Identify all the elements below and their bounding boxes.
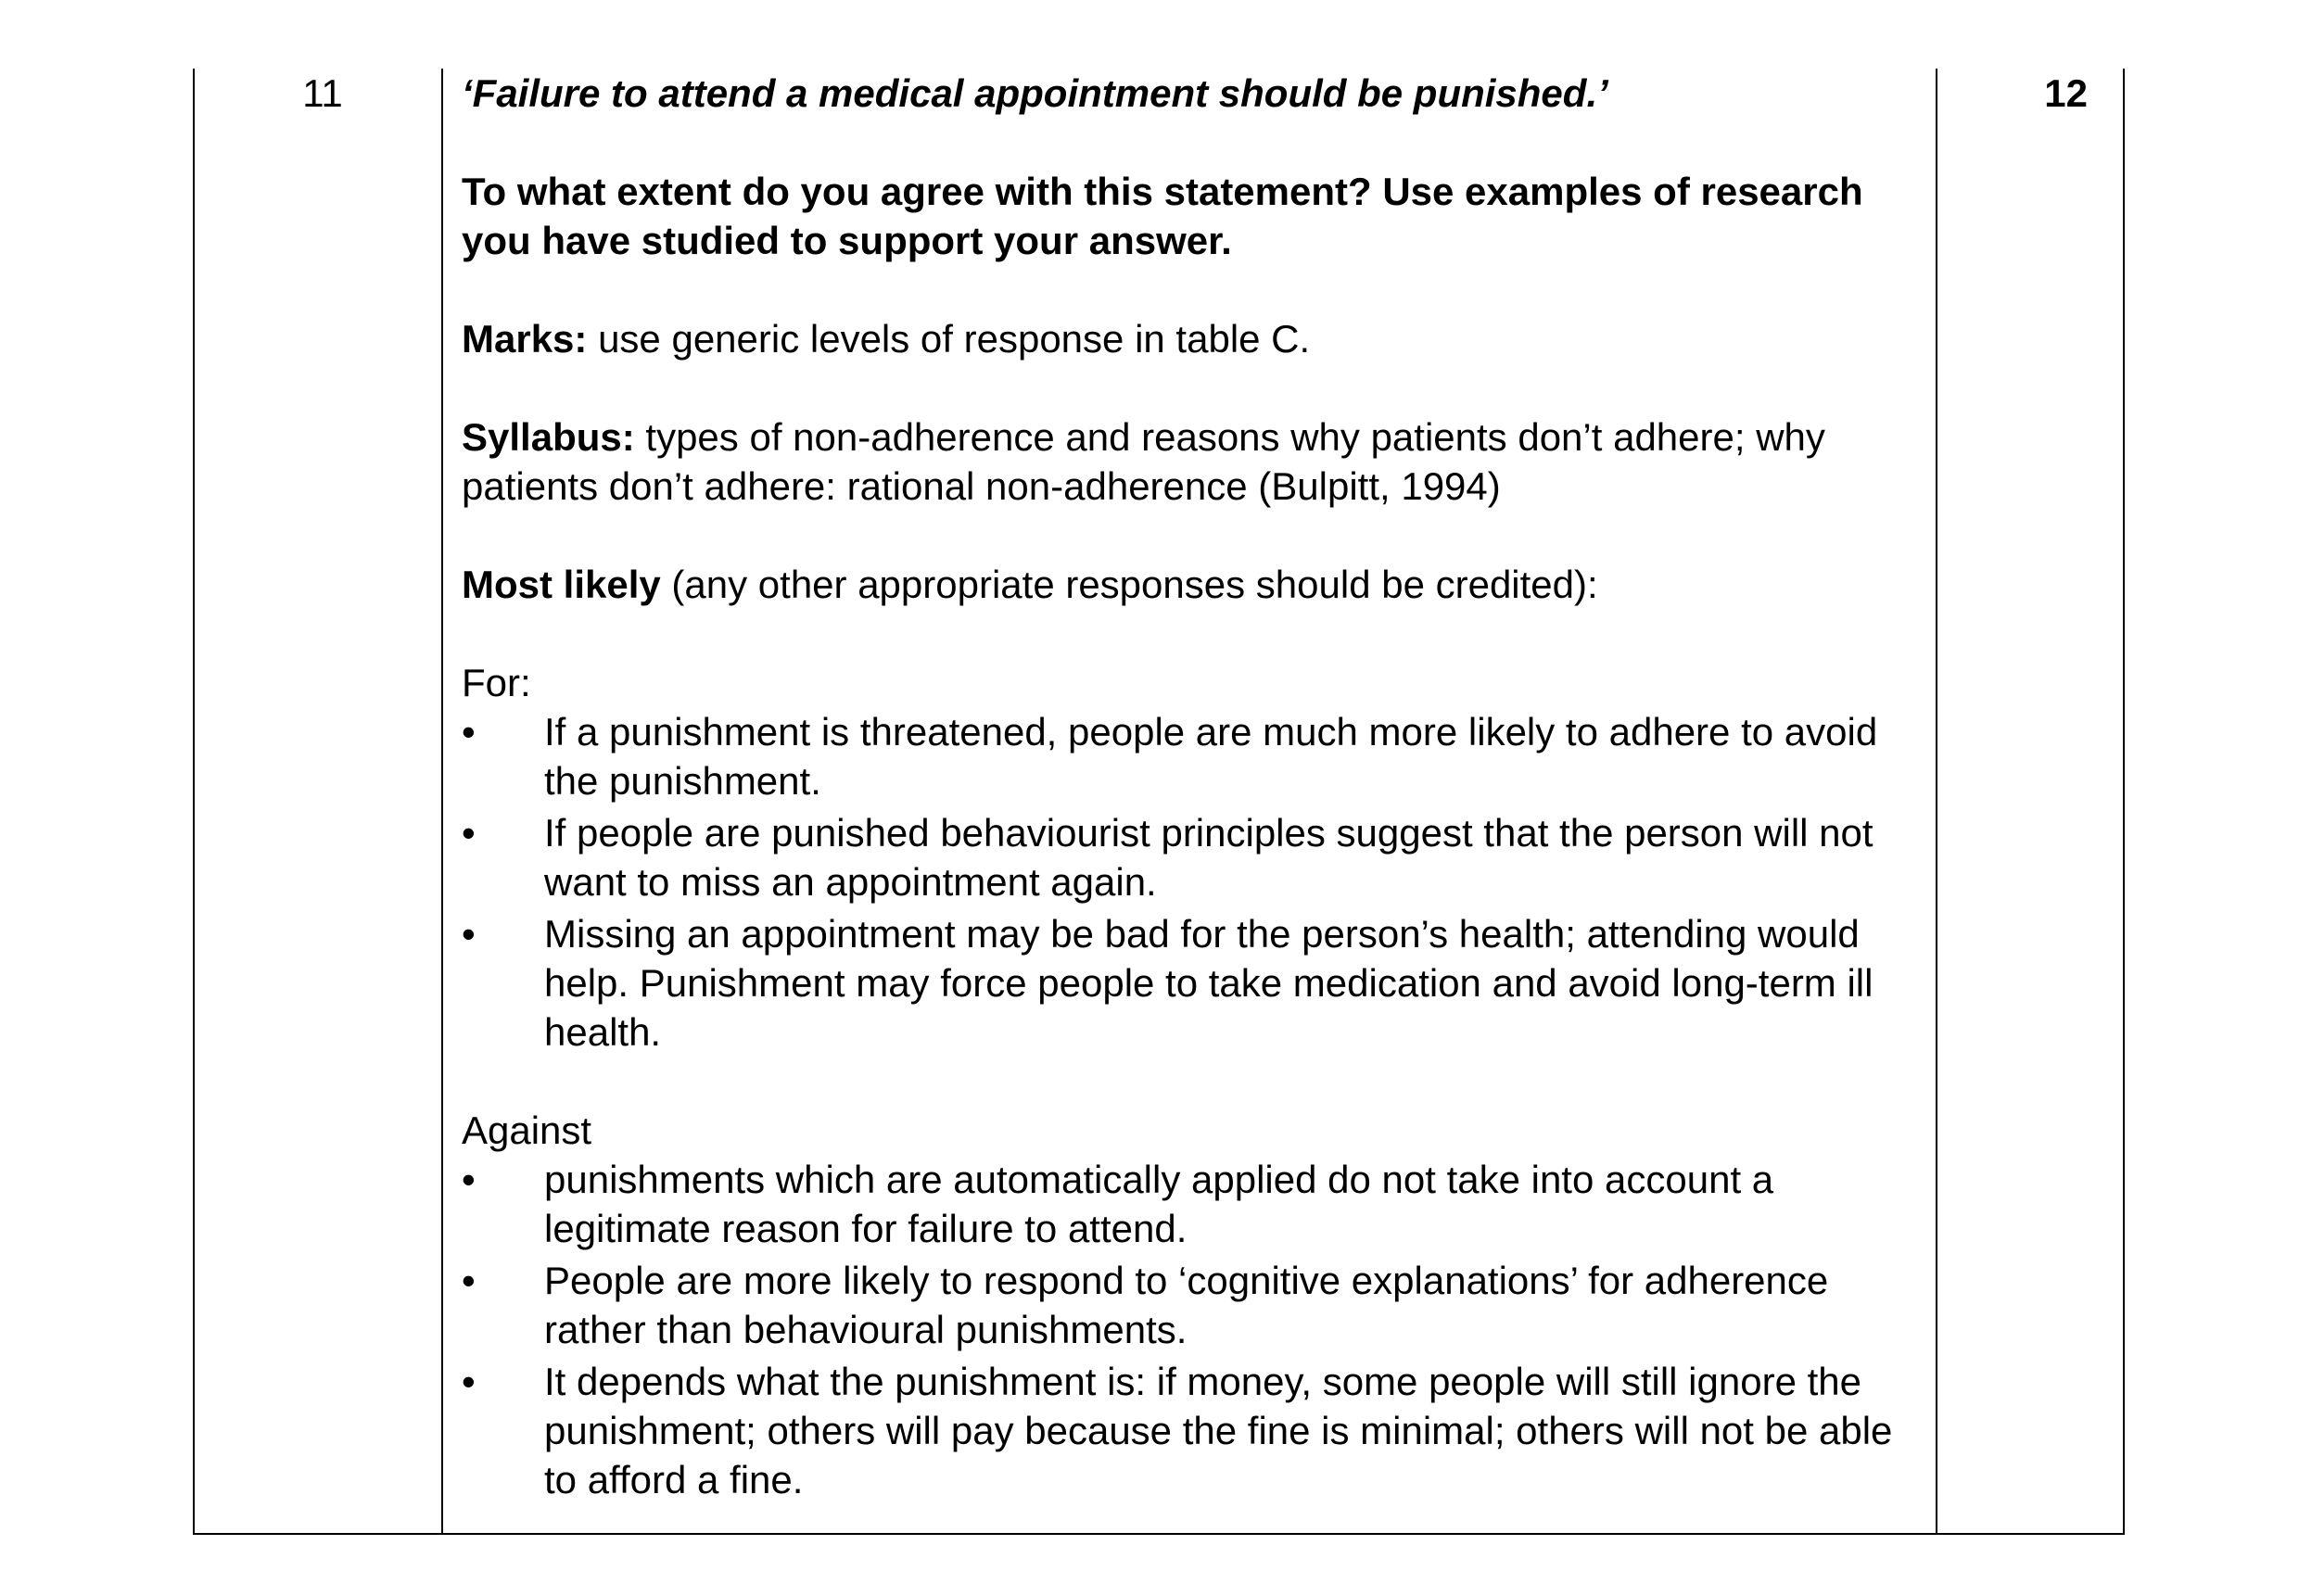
table-column-divider-2 xyxy=(1936,69,1937,1535)
most-likely-label: Most likely xyxy=(462,563,661,606)
most-likely-guidance xyxy=(462,560,1908,609)
bullet-icon: • xyxy=(462,912,476,956)
question-instruction: To what extent do you agree with this statement? Use examples of research you have studied to support your answer. xyxy=(462,170,1863,262)
bullet-icon: • xyxy=(462,710,476,754)
syllabus-guidance xyxy=(462,412,1908,511)
list-item xyxy=(462,1256,1908,1354)
syllabus-text: types of non-adherence and reasons why patients don’t adhere; why patients don’t adhere: rational non-adherence (Bulpitt, 1994) xyxy=(462,415,1825,508)
list-item-text: If people are punished behaviourist principles suggest that the person will not want to miss an appointment again. xyxy=(544,811,1873,904)
most-likely-text: (any other appropriate responses should be credited): xyxy=(660,563,1598,606)
list-item xyxy=(462,1357,1908,1504)
answer-cell xyxy=(462,69,1908,1553)
against-heading: Against xyxy=(462,1108,592,1152)
question-statement: ‘Failure to attend a medical appointment should be punished.’ xyxy=(462,71,1608,115)
table-left-border xyxy=(193,69,195,1535)
question-number: 11 xyxy=(302,71,343,115)
bullet-icon: • xyxy=(462,1360,476,1403)
list-item xyxy=(462,1155,1908,1253)
list-item-text: Missing an appointment may be bad for the person’s health; attending would help. Punishment may force people to take medication and avoid long-term ill health. xyxy=(544,912,1873,1054)
list-item xyxy=(462,808,1908,906)
syllabus-label: Syllabus: xyxy=(462,415,635,459)
list-item xyxy=(462,707,1908,805)
for-heading: For: xyxy=(462,661,531,704)
table-column-divider-1 xyxy=(441,69,443,1535)
list-item-text: punishments which are automatically applied do not take into account a legitimate reason for failure to attend. xyxy=(544,1158,1774,1250)
against-list xyxy=(462,1155,1908,1504)
bullet-icon: • xyxy=(462,811,476,855)
marks-guidance xyxy=(462,314,1908,363)
for-list xyxy=(462,707,1908,1057)
list-item xyxy=(462,909,1908,1057)
bullet-icon: • xyxy=(462,1259,476,1302)
bullet-icon: • xyxy=(462,1158,476,1201)
question-marks: 12 xyxy=(2044,71,2088,115)
marks-label: Marks: xyxy=(462,317,588,361)
marks-text: use generic levels of response in table C. xyxy=(587,317,1311,361)
list-item-text: If a punishment is threatened, people are much more likely to adhere to avoid the punishment. xyxy=(544,710,1878,803)
mark-scheme-table xyxy=(193,69,2125,1535)
table-right-border xyxy=(2123,69,2125,1535)
list-item-text: People are more likely to respond to ‘cognitive explanations’ for adherence rather than behavioural punishments. xyxy=(544,1259,1829,1351)
list-item-text: It depends what the punishment is: if money, some people will still ignore the punishment; others will pay because the fine is minimal; others will not be able to afford a fine. xyxy=(544,1360,1893,1501)
